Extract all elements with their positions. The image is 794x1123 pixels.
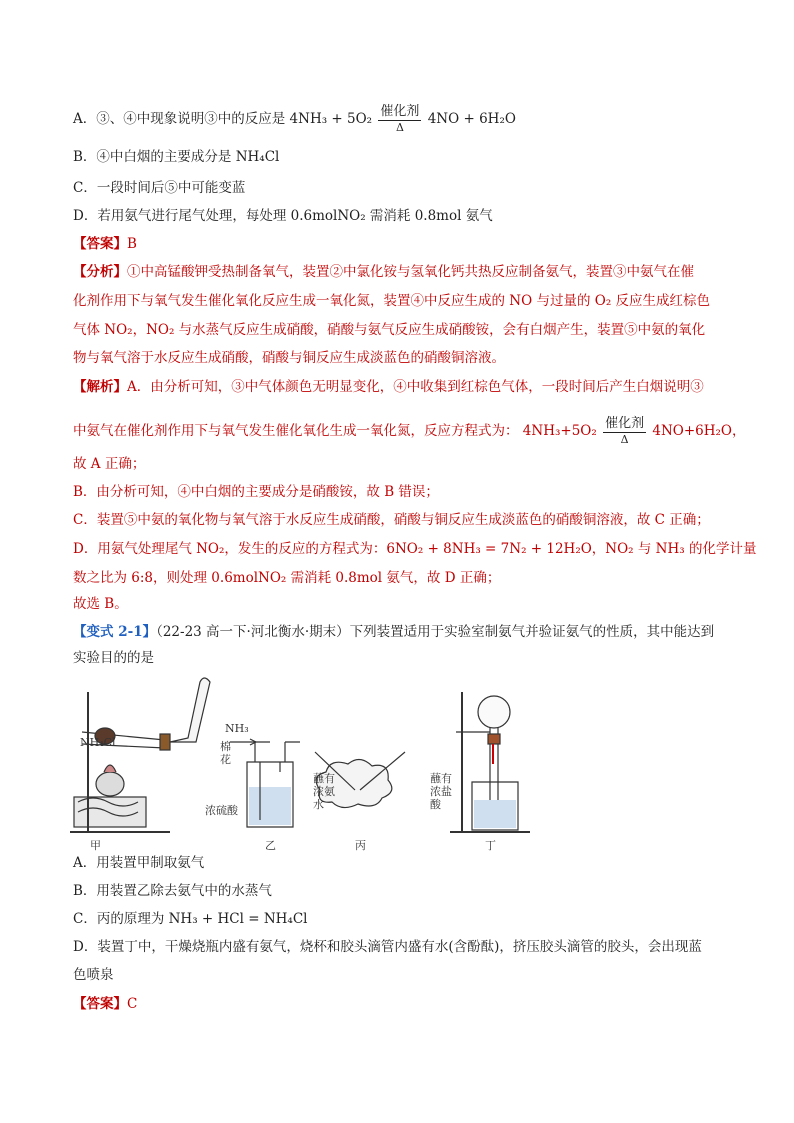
label-cotton: 棉花 xyxy=(220,740,231,766)
solution-conclusion: 故选 B。 xyxy=(73,596,128,612)
variant-line-1: 【变式 2-1】（22-23 高一下·河北衡水·期末）下列装置适用于实验室制氨气并验证氨气的性质，其中能达到 xyxy=(73,624,715,640)
alcohol-lamp xyxy=(96,772,124,796)
label-bing: 丙 xyxy=(355,839,366,852)
label-conc-ammonia: 蘸有浓氨水 xyxy=(313,772,335,811)
label-ding: 丁 xyxy=(485,839,496,852)
label-conc-hcl: 蘸有浓盐酸 xyxy=(430,772,452,811)
analysis-line-4: 物与氧气溶于水反应生成硝酸，硝酸与铜反应生成淡蓝色的硝酸铜溶液。 xyxy=(73,350,505,366)
solution-a-line-1: 【解析】A．由分析可知，③中气体颜色无明显变化，④中收集到红棕色气体，一段时间后产生白烟说明③ xyxy=(73,379,704,395)
option-c: C．一段时间后⑤中可能变蓝 xyxy=(73,180,246,196)
variant-option-c: C．丙的原理为 NH₃ + HCl = NH₄Cl xyxy=(73,911,308,927)
lamp-stand xyxy=(74,797,146,827)
collecting-tube xyxy=(170,678,210,742)
reaction-condition: $\frac{\text{催化剂}}{\Delta}$ xyxy=(380,104,420,134)
round-flask xyxy=(478,696,510,728)
option-a: A．③、④中现象说明③中的反应是 4NH₃ + 5O₂ $\frac{\text{催化剂}}{\Delta}$ 4NO + 6H₂O xyxy=(73,104,516,134)
label-conc-h2so4: 浓硫酸 xyxy=(205,804,238,817)
variant-line-2: 实验目的的是 xyxy=(73,650,154,666)
label-jia: 甲 xyxy=(90,839,101,852)
label-yi: 乙 xyxy=(265,839,276,852)
variant-option-a: A．用装置甲制取氨气 xyxy=(73,855,205,871)
solution-d-line-2: 数之比为 6:8，则处理 0.6molNO₂ 需消耗 0.8mol 氨气，故 D 正确； xyxy=(73,570,501,586)
analysis-line-1: 【分析】①中高锰酸钾受热制备氧气，装置②中氯化铵与氢氧化钙共热反应制备氨气，装置③中氨气在催 xyxy=(73,264,694,280)
solution-a-line-2: 中氨气在催化剂作用下与氧气发生催化氧化生成一氧化氮，反应方程式为： 4NH₃+5O₂ $\frac{\text{催化剂}}{\Delta}$ 4NO+6H₂O， xyxy=(73,416,746,446)
label-nh3: NH₃ xyxy=(225,722,249,735)
option-b: B．④中白烟的主要成分是 NH₄Cl xyxy=(73,149,280,165)
option-d: D．若用氨气进行尾气处理，每处理 0.6molNO₂ 需消耗 0.8mol 氨气 xyxy=(73,208,493,224)
answer-2: 【答案】C xyxy=(73,996,138,1012)
variant-option-d-line-2: 色喷泉 xyxy=(73,967,114,983)
variant-option-d-line-1: D．装置丁中，干燥烧瓶内盛有氨气，烧杯和胶头滴管内盛有水(含酚酞)，挤压胶头滴管的胶头，会出现蓝 xyxy=(73,939,702,955)
answer-1: 【答案】B xyxy=(73,236,137,252)
solution-c-line: C．装置⑤中氨的氧化物与氧气溶于水反应生成硝酸，硝酸与铜反应生成淡蓝色的硝酸铜溶液，故 C 正确； xyxy=(73,512,710,528)
solution-d-line-1: D．用氨气处理尾气 NO₂，发生的反应的方程式为：6NO₂ + 8NH₃ = 7N₂ + 12H₂O，NO₂ 与 NH₃ 的化学计量 xyxy=(73,541,757,557)
analysis-line-3: 气体 NO₂，NO₂ 与水蒸气反应生成硝酸，硝酸与氨气反应生成硝酸铵，会有白烟产生，装置⑤中氨的氧化 xyxy=(73,322,706,338)
label-nh4cl: NH₄Cl xyxy=(80,736,116,749)
reaction-condition-2: $\frac{\text{催化剂}}{\Delta}$ xyxy=(605,416,645,446)
apparatus-figure xyxy=(70,672,530,852)
variant-option-b: B．用装置乙除去氨气中的水蒸气 xyxy=(73,883,272,899)
apparatus-drawing xyxy=(70,672,530,852)
solution-b-line: B．由分析可知，④中白烟的主要成分是硝酸铵，故 B 错误； xyxy=(73,484,439,500)
analysis-line-2: 化剂作用下与氧气发生催化氧化反应生成一氧化氮，装置④中反应生成的 NO 与过量的 O₂ 反应生成红棕色 xyxy=(73,293,711,309)
equation-rhs: 4NO + 6H₂O xyxy=(427,111,516,127)
solution-a-line-3: 故 A 正确； xyxy=(73,456,146,472)
equation-lhs: 4NH₃ + 5O₂ xyxy=(289,111,373,127)
